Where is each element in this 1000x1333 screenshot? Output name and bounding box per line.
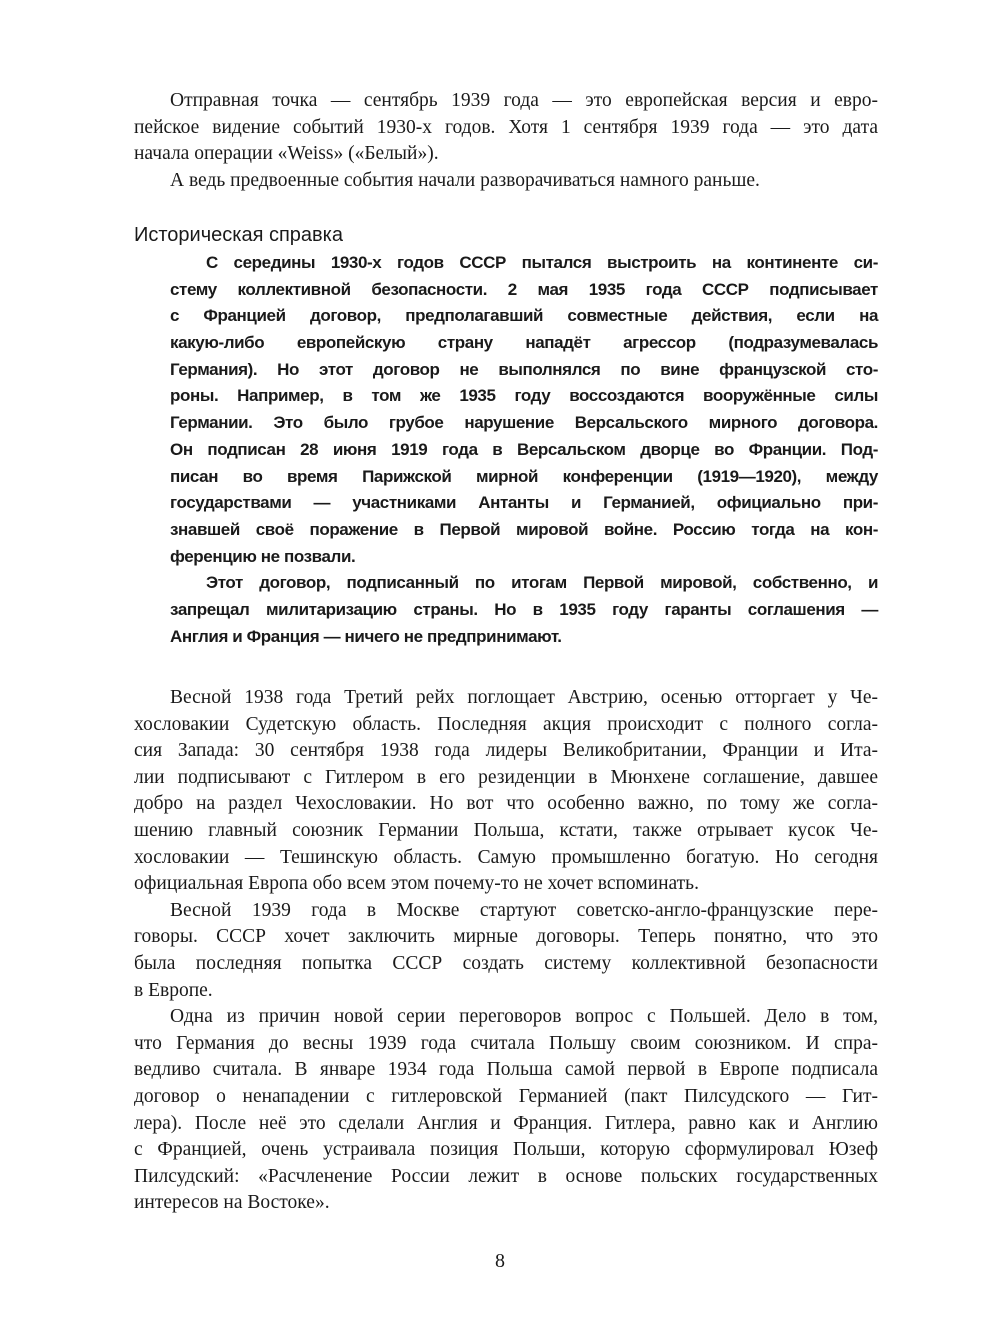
text-line: лера). После неё это сделали Англия и Франция. Гитлера, равно как и Англию [134, 1112, 878, 1134]
text-line: государствами — участниками Антанты и Германией, официально при- [170, 493, 878, 513]
intro-section [134, 88, 878, 194]
main-text [134, 685, 878, 1217]
text-line: официальная Европа обо всем этом почему-то не хочет вспоминать. [134, 873, 699, 895]
text-line: добро на раздел Чехословакии. Но вот что особенно важно, по тому же согла- [134, 793, 878, 815]
text-line: Пилсудский: «Расчленение России лежит в основе польских государственных [134, 1165, 878, 1187]
text-line: Германии. Это было грубое нарушение Версальского мирного договора. [170, 413, 878, 433]
text-line: хословакии — Тешинскую область. Самую промышленно богатую. Но сегодня [134, 846, 878, 868]
text-line: какую-либо европейскую страну нападёт агрессор (подразумевалась [170, 333, 878, 353]
text-line: писан во время Парижской мирной конференции (1919—1920), между [170, 466, 878, 486]
text-line: сия Запада: 30 сентября 1938 года лидеры Великобритании, Франции и Ита- [134, 740, 878, 762]
text-line: в Европе. [134, 979, 213, 1001]
text-line: стему коллективной безопасности. 2 мая 1935 года СССР подписывает [170, 279, 878, 299]
text-line: пейское видение событий 1930-х годов. Хотя 1 сентября 1939 года — это дата [134, 116, 878, 138]
text-line: Германия). Но этот договор не выполнялся по вине французской сто- [170, 359, 878, 379]
paragraph [170, 250, 878, 570]
text-line: хословакии Судетскую область. Последняя акция происходит с полного согла- [134, 713, 878, 735]
page-number: 8 [495, 1250, 505, 1272]
text-line: А ведь предвоенные события начали разворачиваться намного раньше. [170, 169, 760, 191]
text-line: с Францией, очень устраивала позиция Польши, которую сформулировал Юзеф [134, 1139, 878, 1161]
text-line: шению главный союзник Германии Польша, кстати, также отрывает кусок Че- [134, 819, 878, 841]
text-line: Одна из причин новой серии переговоров вопрос с Польшей. Дело в том, [170, 1006, 878, 1028]
text-line: Весной 1939 года в Москве стартуют советско-англо-французские пере- [170, 899, 878, 921]
text-line: с Францией договор, предполагавший совместные действия, если на [170, 306, 878, 326]
text-line: интересов на Востоке». [134, 1192, 330, 1214]
text-line: С середины 1930-х годов СССР пытался выстроить на континенте си- [206, 253, 878, 272]
text-line: что Германия до весны 1939 года считала Польшу своим союзником. И спра- [134, 1032, 878, 1054]
paragraph [134, 168, 878, 195]
text-line: была последняя попытка СССР создать систему коллективной безопасности [134, 952, 878, 974]
text-line: договор о ненападении с гитлеровской Германией (пакт Пилсудского — Гит- [134, 1085, 878, 1107]
text-line: ведливо считала. В январе 1934 года Польша самой первой в Европе подписала [134, 1059, 878, 1081]
text-line: запрещал милитаризацию страны. Но в 1935 году гаранты соглашения — [170, 599, 878, 619]
text-line: ференцию не позвали. [170, 546, 356, 566]
text-line: начала операции «Weiss» («Белый»). [134, 143, 439, 165]
historical-note [170, 250, 878, 650]
text-line: лии подписывают с Гитлером в его резиденции в Мюнхене соглашение, давшее [134, 766, 878, 788]
text-line: Отправная точка — сентябрь 1939 года — это европейская версия и евро- [170, 90, 878, 111]
text-line: роны. Например, в том же 1935 году воссоздаются вооружённые силы [170, 386, 878, 406]
text-line: Англия и Франция — ничего не предпринимают. [170, 626, 562, 646]
text-line: знавшей своё поражение в Первой мировой войне. Россию тогда на кон- [170, 519, 878, 539]
text-line: Он подписан 28 июня 1919 года в Версальском дворце во Франции. Под- [170, 439, 878, 459]
text-line: говоры. СССР хочет заключить мирные договоры. Теперь понятно, что это [134, 926, 878, 948]
paragraph [134, 685, 878, 898]
paragraph [134, 1004, 878, 1217]
paragraph [134, 898, 878, 1004]
text-line: Этот договор, подписанный по итогам Первой мировой, собственно, и [206, 573, 878, 593]
sidebar-heading: Историческая справка [134, 224, 343, 246]
paragraph [170, 570, 878, 650]
paragraph [134, 88, 878, 168]
text-line: Весной 1938 года Третий рейх поглощает Австрию, осенью отторгает у Че- [170, 687, 878, 708]
